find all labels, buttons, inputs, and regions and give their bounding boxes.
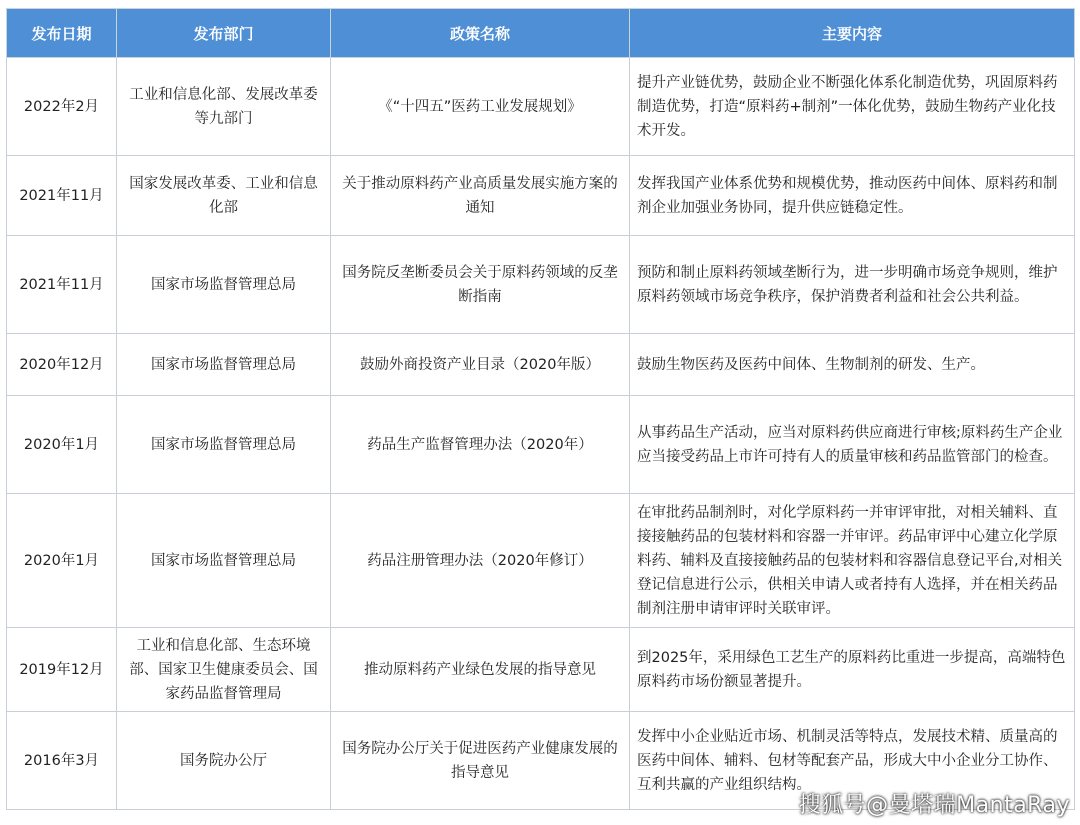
table-row	[7, 494, 1075, 628]
cell-date: 2020年1月	[7, 396, 117, 494]
cell-main-content: 鼓励生物医药及医药中间体、生物制剂的研发、生产。	[630, 334, 1075, 396]
cell-main-content: 在审批药品制剂时，对化学原料药一并审评审批，对相关辅料、直接接触药品的包装材料和容器一并审评。药品审评中心建立化学原料药、辅料及直接接触药品的包装材料和容器信息登记平台,对相关登记信息进行公示，供相关申请人或者持有人选择，并在相关药品制剂注册申请审评时关联审评。	[630, 494, 1075, 628]
cell-department: 国家市场监督管理总局	[117, 494, 331, 628]
header-department: 发布部门	[117, 9, 331, 58]
cell-main-content: 预防和制止原料药领域垄断行为，进一步明确市场竞争规则，维护原料药领域市场竞争秩序，保护消费者利益和社会公共利益。	[630, 236, 1075, 334]
table-row	[7, 334, 1075, 396]
cell-date: 2020年1月	[7, 494, 117, 628]
cell-date: 2016年3月	[7, 712, 117, 810]
cell-department: 工业和信息化部、生态环境部、国家卫生健康委员会、国家药品监督管理局	[117, 628, 331, 712]
cell-policy-name: 鼓励外商投资产业目录（2020年版）	[331, 334, 630, 396]
table-row	[7, 236, 1075, 334]
cell-policy-name: 推动原料药产业绿色发展的指导意见	[331, 628, 630, 712]
cell-policy-name: 《“十四五”医药工业发展规划》	[331, 58, 630, 156]
cell-main-content: 提升产业链优势，鼓励企业不断强化体系化制造优势，巩固原料药制造优势，打造“原料药+制剂”一体化优势，鼓励生物药产业化技术开发。	[630, 58, 1075, 156]
cell-date: 2021年11月	[7, 236, 117, 334]
cell-date: 2021年11月	[7, 156, 117, 236]
cell-date: 2019年12月	[7, 628, 117, 712]
table-row	[7, 58, 1075, 156]
cell-date: 2022年2月	[7, 58, 117, 156]
cell-department: 国家发展改革委、工业和信息化部	[117, 156, 331, 236]
cell-policy-name: 关于推动原料药产业高质量发展实施方案的通知	[331, 156, 630, 236]
policy-table-container	[6, 8, 1074, 810]
cell-policy-name: 国务院办公厅关于促进医药产业健康发展的指导意见	[331, 712, 630, 810]
cell-main-content: 发挥中小企业贴近市场、机制灵活等特点，发展技术精、质量高的医药中间体、辅料、包材等配套产品，形成大中小企业分工协作、互利共赢的产业组织结构。	[630, 712, 1075, 810]
cell-department: 国家市场监督管理总局	[117, 236, 331, 334]
cell-department: 国家市场监督管理总局	[117, 396, 331, 494]
cell-main-content: 从事药品生产活动，应当对原料药供应商进行审核;原料药生产企业应当接受药品上市许可持有人的质量审核和药品监管部门的检查。	[630, 396, 1075, 494]
header-date: 发布日期	[7, 9, 117, 58]
header-policy-name: 政策名称	[331, 9, 630, 58]
cell-date: 2020年12月	[7, 334, 117, 396]
table-row	[7, 628, 1075, 712]
table-row	[7, 396, 1075, 494]
cell-policy-name: 药品生产监督管理办法（2020年）	[331, 396, 630, 494]
policy-table	[6, 8, 1075, 810]
table-row	[7, 156, 1075, 236]
cell-policy-name: 药品注册管理办法（2020年修订）	[331, 494, 630, 628]
header-main-content: 主要内容	[630, 9, 1075, 58]
watermark-text: 搜狐号@曼塔瑞MantaRay	[798, 793, 1070, 818]
cell-main-content: 发挥我国产业体系优势和规模优势，推动医药中间体、原料药和制剂企业加强业务协同，提升供应链稳定性。	[630, 156, 1075, 236]
table-header-row	[7, 9, 1075, 58]
cell-department: 工业和信息化部、发展改革委等九部门	[117, 58, 331, 156]
cell-department: 国务院办公厅	[117, 712, 331, 810]
cell-department: 国家市场监督管理总局	[117, 334, 331, 396]
cell-main-content: 到2025年，采用绿色工艺生产的原料药比重进一步提高，高端特色原料药市场份额显著提升。	[630, 628, 1075, 712]
cell-policy-name: 国务院反垄断委员会关于原料药领域的反垄断指南	[331, 236, 630, 334]
